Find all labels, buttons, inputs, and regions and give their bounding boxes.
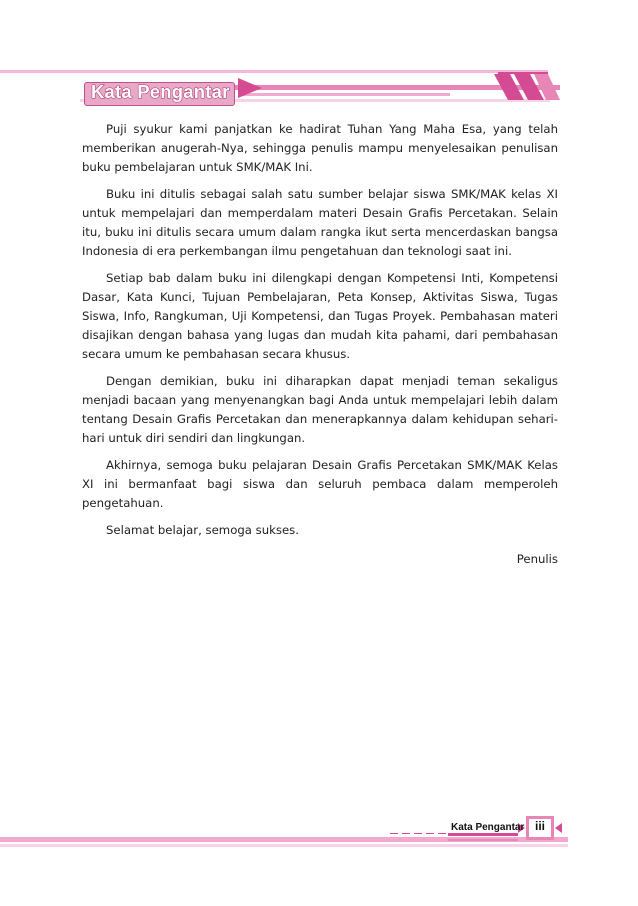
preface-body bbox=[82, 120, 558, 577]
page-number: iii bbox=[534, 819, 545, 833]
signature: Penulis bbox=[516, 552, 558, 566]
paragraph-2: Buku ini ditulis sebagai salah satu sumber belajar siswa SMK/MAK kelas XI untuk mempelajari dan memperdalam materi Desain Grafis Percetakan. Selain itu, buku ini ditulis secara umum dalam rangka ikut serta mencerdaskan bangsa Indonesia di era perkembangan ilmu pengetahuan dan teknologi saat ini. bbox=[82, 187, 558, 258]
paragraph-1: Puji syukur kami panjatkan ke hadirat Tuhan Yang Maha Esa, yang telah memberikan anugerah-Nya, sehingga penulis mampu menyelesaikan penulisan buku pembelajaran untuk SMK/MAK Ini. bbox=[82, 122, 558, 174]
paragraph-5: Akhirnya, semoga buku pelajaran Desain Grafis Percetakan SMK/MAK Kelas XI ini bermanfaat bagi siswa dan seluruh pembaca dalam memperoleh pengetahuan. bbox=[82, 458, 558, 510]
footer-chapter-label: Kata Pengantar bbox=[451, 822, 525, 833]
closing-line: Selamat belajar, semoga sukses. bbox=[106, 523, 299, 537]
page-title: Kata Pengantar bbox=[91, 81, 230, 102]
paragraph-4: Dengan demikian, buku ini diharapkan dapat menjadi teman sekaligus menjadi bacaan yang menyenangkan bagi Anda untuk mempelajari lebih dalam tentang Desain Grafis Percetakan dan menerapkannya dalam kehidupan sehari-hari untuk diri sendiri dan lingkungan. bbox=[82, 374, 558, 445]
paragraph-3: Setiap bab dalam buku ini dilengkapi dengan Kompetensi Inti, Kompetensi Dasar, Kata Kunci, Tujuan Pembelajaran, Peta Konsep, Aktivitas Siswa, Tugas Siswa, Info, Rangkuman, Uji Kompetensi, dan Tugas Proyek. Pembahasan materi disajikan dengan bahasa yang lugas dan mudah kita pahami, dari pembahasan secara umum ke pembahasan secara khusus. bbox=[82, 271, 558, 361]
